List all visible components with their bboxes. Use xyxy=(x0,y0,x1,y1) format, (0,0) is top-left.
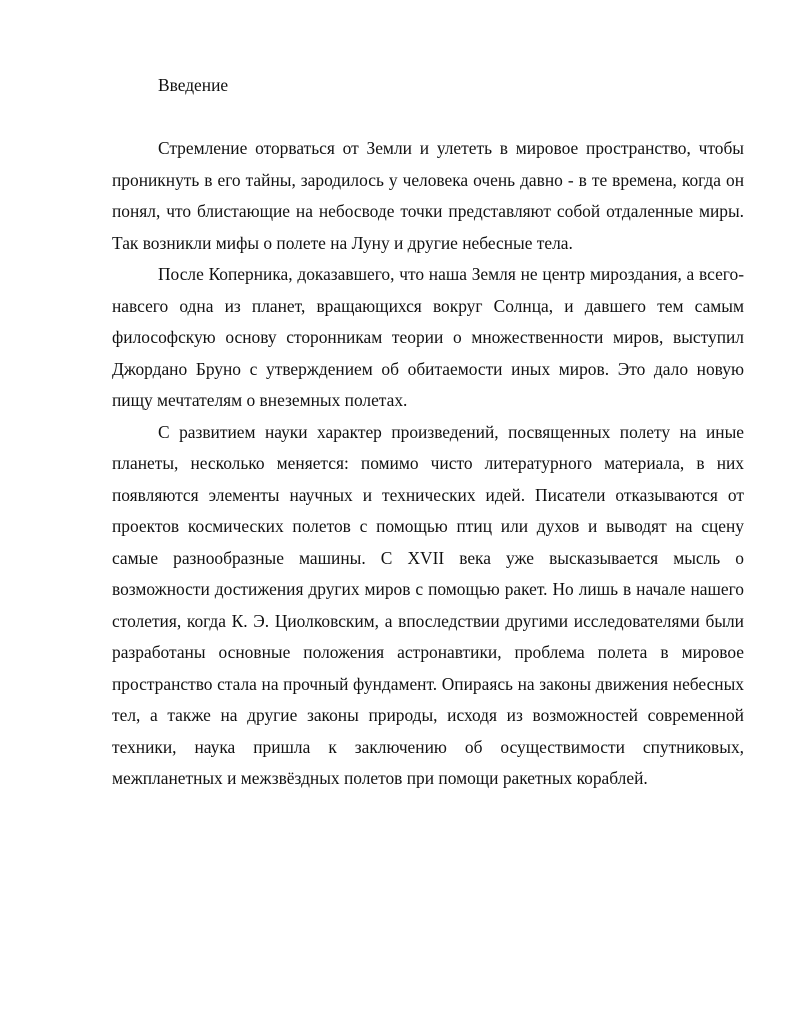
paragraph-2: После Коперника, доказавшего, что наша Земля не центр мироздания, а всего-навсего одна из планет, вращающихся вокруг Солнца, и давшего тем самым философскую основу сторонникам теории о множественности миров, выступил Джордано Бруно с утверждением об обитаемости иных миров. Это дало новую пищу мечтателям о внеземных полетах. xyxy=(112,264,744,410)
section-heading: Введение xyxy=(158,75,229,95)
blank-line xyxy=(112,102,744,134)
paragraph-1: Стремление оторваться от Земли и улететь в мировое пространство, чтобы проникнуть в его тайны, зародилось у человека очень давно - в те времена, когда он понял, что блистающие на небосводе точки представляют собой отдаленные миры. Так возникли мифы о полете на Луну и другие небесные тела. xyxy=(112,138,744,253)
document-body xyxy=(112,70,744,795)
paragraph-3: С развитием науки характер произведений, посвященных полету на иные планеты, несколько меняется: помимо чисто литературного материала, в них появляются элементы научных и технических идей. Писатели отказываются от проектов космических полетов с помощью птиц или духов и выводят на сцену самые разнообразные машины. С XVII века уже высказывается мысль о возможности достижения других миров с помощью ракет. Но лишь в начале нашего столетия, когда К. Э. Циолковским, а впоследствии другими исследователями были разработаны основные положения астронавтики, проблема полета в мировое пространство стала на прочный фундамент. Опираясь на законы движения небесных тел, а также на другие законы природы, исходя из возможностей современной техники, наука пришла к заключению об осуществимости спутниковых, межпланетных и межзвёздных полетов при помощи ракетных кораблей. xyxy=(112,421,744,788)
